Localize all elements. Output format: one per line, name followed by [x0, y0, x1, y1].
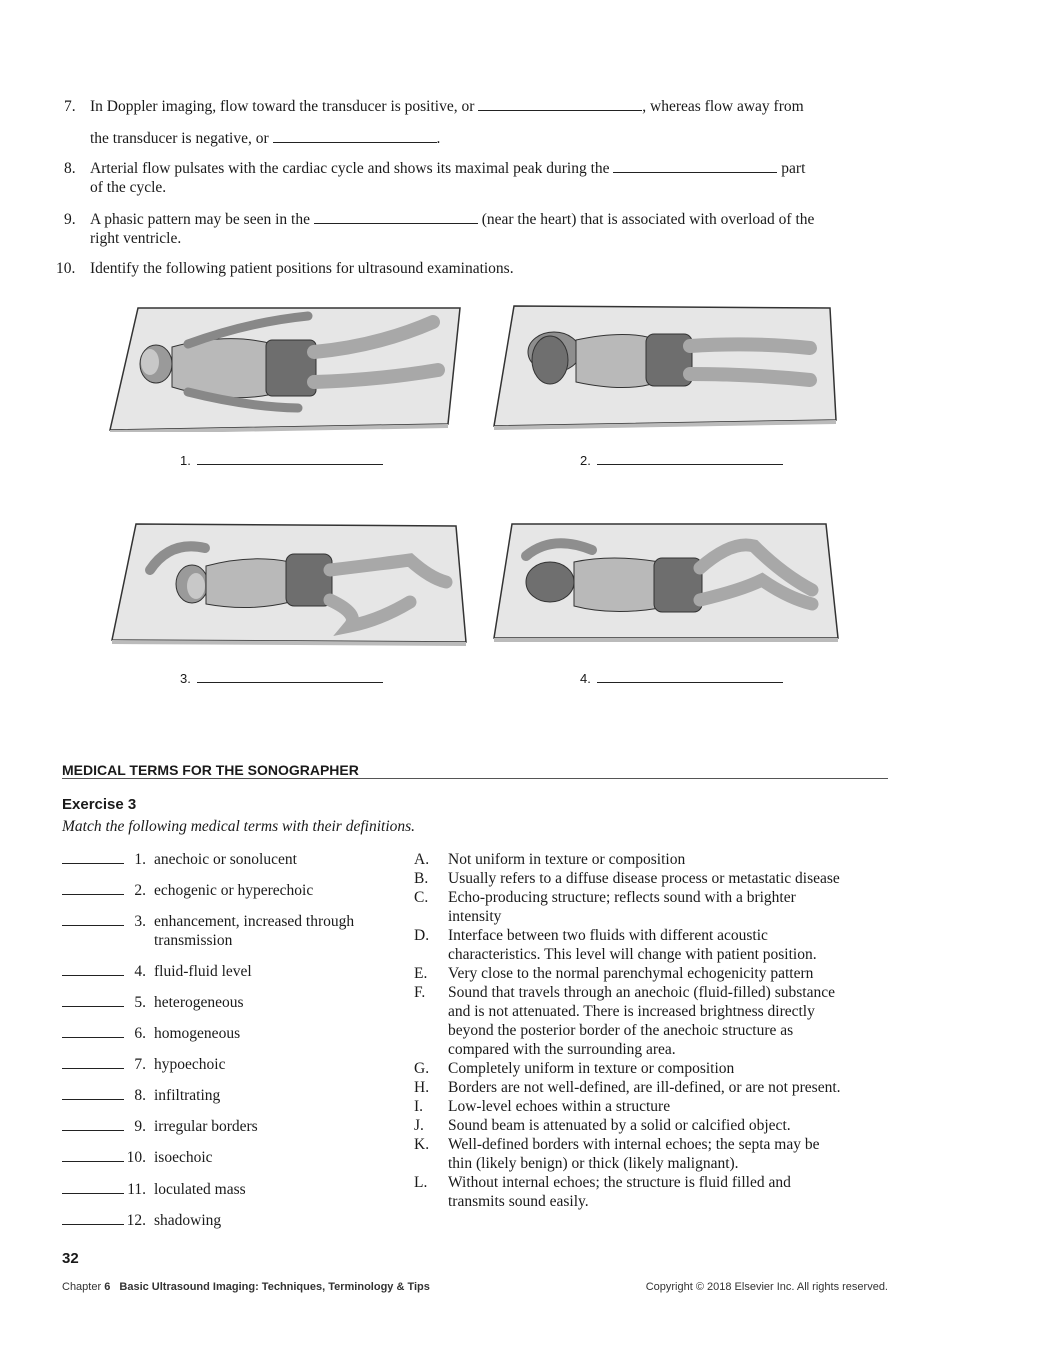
question-text: , whereas flow away from [642, 98, 804, 115]
chapter-footer [62, 1281, 430, 1293]
term-text: shadowing [154, 1212, 222, 1229]
definition-item [414, 1059, 914, 1078]
definition-text: Well-defined borders with internal echoes; the septa may be [448, 1136, 820, 1153]
answer-blank[interactable] [62, 1024, 124, 1038]
caption-number: 4. [580, 671, 591, 686]
chapter-label: Chapter [62, 1281, 102, 1293]
term-item [62, 1148, 213, 1167]
definition-letter: A. [414, 851, 430, 868]
term-item [62, 1086, 220, 1105]
definition-text: Sound that travels through an anechoic (fluid-filled) substance [448, 984, 835, 1001]
caption-number: 1. [180, 453, 191, 468]
answer-blank[interactable] [613, 158, 777, 173]
definition-item [414, 888, 914, 926]
term-number: 9. [134, 1118, 146, 1135]
question-text: A phasic pattern may be seen in the [90, 211, 310, 228]
chapter-title: Basic Ultrasound Imaging: Techniques, Terminology & Tips [119, 1281, 430, 1293]
term-item [62, 1211, 221, 1230]
definition-item [414, 1097, 914, 1116]
position-caption-1 [180, 452, 383, 468]
definition-letter: K. [414, 1136, 430, 1153]
term-text: infiltrating [154, 1087, 221, 1104]
question-number: 9. [64, 211, 76, 228]
question-text: the transducer is negative, or [90, 130, 269, 147]
answer-blank[interactable] [273, 128, 437, 143]
definition-text: Sound beam is attenuated by a solid or calcified object. [448, 1117, 791, 1134]
definition-letter: G. [414, 1060, 430, 1077]
term-text: fluid-fluid level [154, 963, 252, 980]
term-text: enhancement, increased through [154, 913, 355, 930]
section-title: MEDICAL TERMS FOR THE SONOGRAPHER [62, 762, 359, 778]
question-7 [64, 96, 904, 117]
lateral-decubitus-back-view-illustration [492, 520, 844, 648]
term-text: irregular borders [154, 1118, 258, 1135]
definition-letter: L. [414, 1174, 428, 1191]
term-number: 10. [126, 1149, 146, 1166]
page-number: 32 [62, 1250, 79, 1267]
definition-text: Low-level echoes within a structure [448, 1098, 671, 1115]
term-item [62, 850, 297, 869]
definition-item [414, 1135, 914, 1173]
term-number: 1. [134, 851, 146, 868]
term-text: heterogeneous [154, 994, 244, 1011]
position-caption-4 [580, 670, 783, 686]
answer-blank[interactable] [478, 96, 642, 111]
answer-blank[interactable] [197, 670, 383, 683]
answer-blank[interactable] [62, 912, 124, 926]
definition-text: Echo-producing structure; reflects sound with a brighter [448, 889, 796, 906]
term-item [62, 1180, 246, 1199]
question-text: In Doppler imaging, flow toward the transducer is positive, or [90, 98, 475, 115]
definition-letter: E. [414, 965, 428, 982]
definition-text: and is not attenuated. There is increased brightness directly [448, 1003, 815, 1020]
definition-text: Usually refers to a diffuse disease process or metastatic disease [448, 870, 840, 887]
term-item [62, 962, 252, 981]
definition-text: compared with the surrounding area. [448, 1041, 676, 1058]
definition-text: Not uniform in texture or composition [448, 851, 686, 868]
exercise-instructions: Match the following medical terms with their definitions. [62, 818, 416, 835]
term-number: 7. [134, 1056, 146, 1073]
definition-letter: B. [414, 870, 429, 887]
term-text: echogenic or hyperechoic [154, 882, 314, 899]
term-number: 8. [134, 1087, 146, 1104]
lateral-decubitus-position-illustration [110, 520, 470, 648]
question-8 [64, 158, 904, 179]
question-text: . [436, 130, 441, 147]
term-text: homogeneous [154, 1025, 241, 1042]
question-9 [64, 209, 924, 230]
definition-text: thin (likely benign) or thick (likely malignant). [448, 1155, 739, 1172]
definition-item [414, 1173, 914, 1211]
answer-blank[interactable] [62, 881, 124, 895]
exercise-title: Exercise 3 [62, 796, 137, 813]
definition-letter: H. [414, 1079, 430, 1096]
term-number: 2. [134, 882, 146, 899]
question-7-line2 [90, 128, 440, 149]
definition-text: characteristics. This level will change with patient position. [448, 946, 817, 963]
definition-text: Interface between two fluids with different acoustic [448, 927, 768, 944]
definition-text: Borders are not well-defined, are ill-defined, or are not present. [448, 1079, 841, 1096]
question-10 [56, 259, 514, 279]
definition-item [414, 926, 914, 964]
definition-text: transmits sound easily. [448, 1193, 589, 1210]
answer-blank[interactable] [597, 452, 783, 465]
term-text: anechoic or sonolucent [154, 851, 297, 868]
section-divider [62, 778, 888, 779]
prone-position-illustration [492, 302, 844, 432]
question-number: 8. [64, 160, 76, 177]
definition-item [414, 1078, 914, 1097]
definition-text: Very close to the normal parenchymal echogenicity pattern [448, 965, 814, 982]
definition-text: Without internal echoes; the structure is fluid filled and [448, 1174, 791, 1191]
term-number: 3. [134, 913, 146, 930]
definition-item [414, 964, 914, 983]
term-item [62, 1055, 225, 1074]
question-text: (near the heart) that is associated with overload of the [481, 211, 815, 228]
answer-blank[interactable] [62, 962, 124, 976]
term-text: isoechoic [154, 1149, 213, 1166]
term-text: hypoechoic [154, 1056, 226, 1073]
answer-blank[interactable] [62, 1148, 124, 1162]
definition-letter: F. [414, 984, 426, 1001]
answer-blank[interactable] [62, 1180, 124, 1194]
definition-text: Completely uniform in texture or composition [448, 1060, 735, 1077]
caption-number: 3. [180, 671, 191, 686]
definition-item [414, 869, 914, 888]
definition-item [414, 983, 914, 1059]
term-number: 12. [126, 1212, 146, 1229]
term-number: 5. [134, 994, 146, 1011]
term-number: 4. [134, 963, 146, 980]
answer-blank[interactable] [62, 1211, 124, 1225]
answer-blank[interactable] [62, 1117, 124, 1131]
answer-blank[interactable] [197, 452, 383, 465]
question-9-line2: right ventricle. [90, 230, 182, 247]
answer-blank[interactable] [62, 993, 124, 1007]
chapter-number: 6 [104, 1281, 111, 1293]
term-text: loculated mass [154, 1181, 246, 1198]
definition-letter: I. [414, 1098, 424, 1115]
answer-blank[interactable] [597, 670, 783, 683]
question-8-line2: of the cycle. [90, 179, 167, 196]
supine-position-illustration [108, 302, 468, 432]
term-item [62, 993, 244, 1012]
question-number: 7. [64, 98, 76, 115]
definition-item [414, 850, 914, 869]
answer-blank[interactable] [314, 209, 478, 224]
answer-blank[interactable] [62, 1055, 124, 1069]
term-item [62, 1024, 240, 1043]
definition-letter: J. [414, 1117, 424, 1134]
caption-number: 2. [580, 453, 591, 468]
answer-blank[interactable] [62, 850, 124, 864]
definition-letter: C. [414, 889, 429, 906]
term-item [62, 912, 354, 950]
question-number: 10. [56, 260, 76, 277]
term-item [62, 1117, 258, 1136]
definition-item [414, 1116, 914, 1135]
definition-letter: D. [414, 927, 430, 944]
term-number: 6. [134, 1025, 146, 1042]
answer-blank[interactable] [62, 1086, 124, 1100]
term-item [62, 881, 313, 900]
term-number: 11. [127, 1181, 146, 1198]
copyright: Copyright © 2018 Elsevier Inc. All rights reserved. [645, 1281, 888, 1293]
question-text: part [781, 160, 806, 177]
definition-text: intensity [448, 908, 502, 925]
position-caption-3 [180, 670, 383, 686]
definition-text: beyond the posterior border of the anechoic structure as [448, 1022, 794, 1039]
term-text-continued: transmission [154, 932, 233, 949]
question-text: Identify the following patient positions for ultrasound examinations. [90, 260, 514, 277]
position-caption-2 [580, 452, 783, 468]
question-text: Arterial flow pulsates with the cardiac cycle and shows its maximal peak during the [90, 160, 610, 177]
